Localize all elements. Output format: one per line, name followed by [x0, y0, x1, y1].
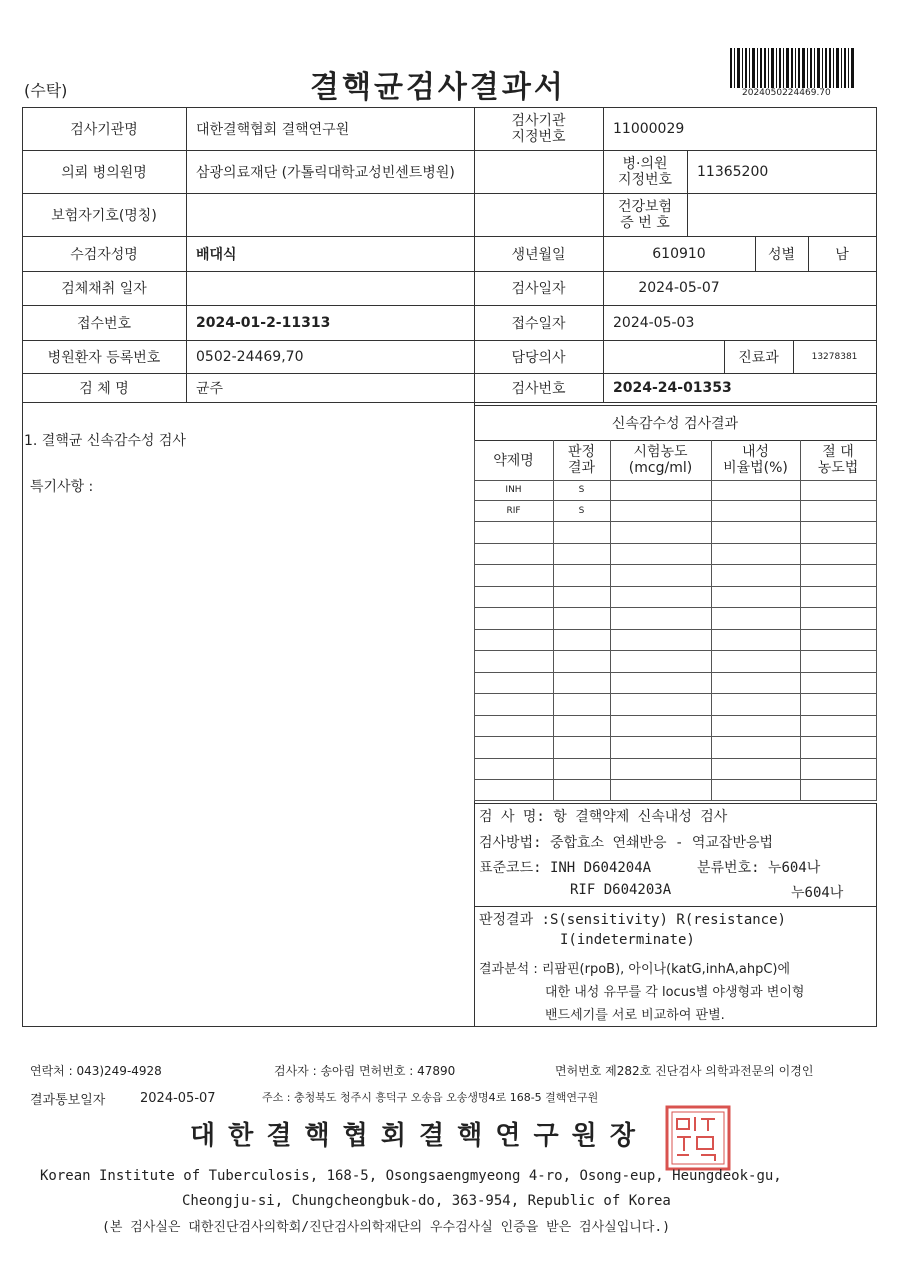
specimen-value: 균주: [196, 380, 224, 397]
col-judge-header: [553, 440, 610, 480]
method-line1: 검 사 명: 항 결핵약제 신속내성 검사: [479, 809, 728, 825]
insured-value: [186, 193, 474, 236]
col-judge-line1: 판정: [567, 444, 596, 460]
table-row-judge: S: [578, 505, 585, 516]
receipt-no-label: 접수번호: [76, 315, 132, 332]
col-abs-line1: 절 대: [822, 444, 854, 460]
doctor-value: [603, 340, 734, 373]
reg-no-value: 0502-24469,70: [196, 348, 304, 365]
page-title: 결핵균검사결과서: [310, 70, 566, 105]
col-drug-header: 약제명: [493, 453, 534, 469]
lab-name-value: 대한결핵협회 결핵연구원: [196, 121, 350, 138]
test-date-value: 2024-05-07: [638, 280, 720, 296]
req-hosp-label: 의뢰 병의원명: [61, 164, 147, 181]
test-date-label: 검사일자: [511, 281, 566, 297]
hosp-code-label-line2: 지정번호: [617, 171, 673, 188]
method-line3b: 분류번호: 누604나: [697, 860, 821, 876]
hosp-code-label-line1: 병·의원: [622, 155, 668, 172]
institute-name: 대 한 결 핵 협 회 결 핵 연 구 원 장: [190, 1121, 637, 1151]
sex-label: 성별: [767, 246, 796, 263]
table-row-drug: INH: [505, 485, 522, 495]
lab-code-label-line2: 지정번호: [511, 128, 566, 145]
test-no-label: 검사번호: [511, 380, 566, 397]
collect-date-label: 검체채취 일자: [61, 281, 147, 297]
test-item: 1. 결핵균 신속감수성 검사: [24, 433, 186, 449]
collect-date-value: [186, 271, 474, 305]
english-address-line2: Cheongju-si, Chungcheongbuk-do, 363-954, Republic of Korea: [182, 1193, 671, 1209]
barcode: [730, 48, 855, 88]
receipt-date-value: 2024-05-03: [613, 314, 695, 331]
method-line3a: 표준코드: INH D604204A: [479, 860, 652, 876]
birth-value: 610910: [652, 245, 706, 262]
patient-name-value: 배대식: [196, 246, 237, 263]
table-row-judge: S: [578, 485, 585, 495]
birth-label: 생년월일: [511, 246, 566, 263]
health-ins-label-line2: 증 번 호: [620, 214, 670, 231]
lab-name-label: 검사기관명: [70, 121, 138, 138]
lab-code-label-line1: 검사기관: [511, 112, 566, 129]
method-line4b: 누604나: [791, 885, 844, 901]
receipt-no-value: 2024-01-2-11313: [196, 314, 331, 331]
col-abs-line2: 농도법: [817, 460, 859, 476]
patient-name-label: 수검자성명: [70, 246, 138, 263]
col-judge-line2: 결과: [567, 460, 596, 476]
table-row-drug: RIF: [506, 505, 521, 516]
hosp-code-label: [603, 150, 687, 193]
req-hosp-value: 삼광의료재단 (가톨릭대학교성빈센트병원): [196, 164, 455, 181]
test-no-value: 2024-24-01353: [613, 379, 732, 396]
health-ins-label-line1: 건강보험: [617, 198, 673, 215]
health-ins-label: [603, 193, 687, 236]
sex-value: 남: [835, 246, 849, 263]
col-ratio-header: [711, 440, 800, 480]
lab-code-value: 11000029: [613, 120, 685, 137]
consign-label: (수탁): [24, 81, 68, 100]
analysis-line2: 대한 내성 유무를 각 locus별 야생형과 변이형: [545, 985, 805, 1000]
examiner-info: 검사자 : 송아림 면허번호 : 47890: [274, 1064, 456, 1078]
col-ratio-line2: 비율법(%): [723, 460, 788, 476]
specimen-label: 검 체 명: [79, 380, 129, 397]
col-abs-header: [800, 440, 876, 480]
report-date-value: 2024-05-07: [140, 1091, 216, 1106]
col-conc-header: [610, 440, 711, 480]
interpret-line1: 판정결과 :S(sensitivity) R(resistance): [479, 912, 786, 928]
dept-label: 진료과: [738, 349, 779, 366]
col-conc-line1: 시험농도: [633, 444, 688, 460]
official-seal-icon: [665, 1105, 731, 1171]
certification-note: (본 검사실은 대한진단검사의학회/진단검사의학재단의 우수검사실 인증을 받은 검사실입니다.): [102, 1220, 671, 1235]
insured-label: 보험자기호(명칭): [51, 207, 157, 224]
analysis-line1: 결과분석 : 리팜핀(rpoB), 아이나(katG,inhA,ahpC)에: [479, 962, 791, 977]
lab-code-label: [474, 107, 603, 150]
receipt-date-label: 접수일자: [511, 315, 566, 332]
dept-value: 13278381: [811, 351, 858, 362]
hosp-code-value: 11365200: [697, 163, 769, 180]
remarks-label: 특기사항 :: [30, 479, 94, 495]
analysis-line3: 밴드세기를 서로 비교하여 판별.: [545, 1008, 725, 1023]
doctor-label: 담당의사: [511, 349, 566, 366]
barcode-icon: [730, 48, 855, 88]
reg-no-label: 병원환자 등록번호: [47, 349, 161, 366]
address-info: 주소 : 충청북도 청주시 흥덕구 오송읍 오송생명4로 168-5 결핵연구원: [262, 1091, 599, 1104]
interpret-line2: I(indeterminate): [560, 932, 695, 948]
report-date-label: 결과통보일자: [30, 1093, 106, 1108]
method-line2: 검사방법: 중합효소 연쇄반응 - 역교잡반응법: [479, 835, 774, 851]
license-info: 면허번호 제282호 진단검사 의학과전문의 이경인: [555, 1064, 814, 1078]
method-line4a: RIF D604203A: [570, 882, 672, 898]
barcode-number: 2024050224469.70: [742, 88, 831, 98]
results-title: 신속감수성 검사결과: [611, 415, 739, 432]
contact-info: 연락처 : 043)249-4928: [30, 1064, 162, 1078]
col-conc-line2: (mcg/ml): [628, 460, 693, 476]
english-address-line1: Korean Institute of Tuberculosis, 168-5, Osongsaengmyeong 4-ro, Osong-eup, Heungdeok-gu,: [40, 1168, 782, 1184]
col-ratio-line1: 내성: [741, 444, 770, 460]
